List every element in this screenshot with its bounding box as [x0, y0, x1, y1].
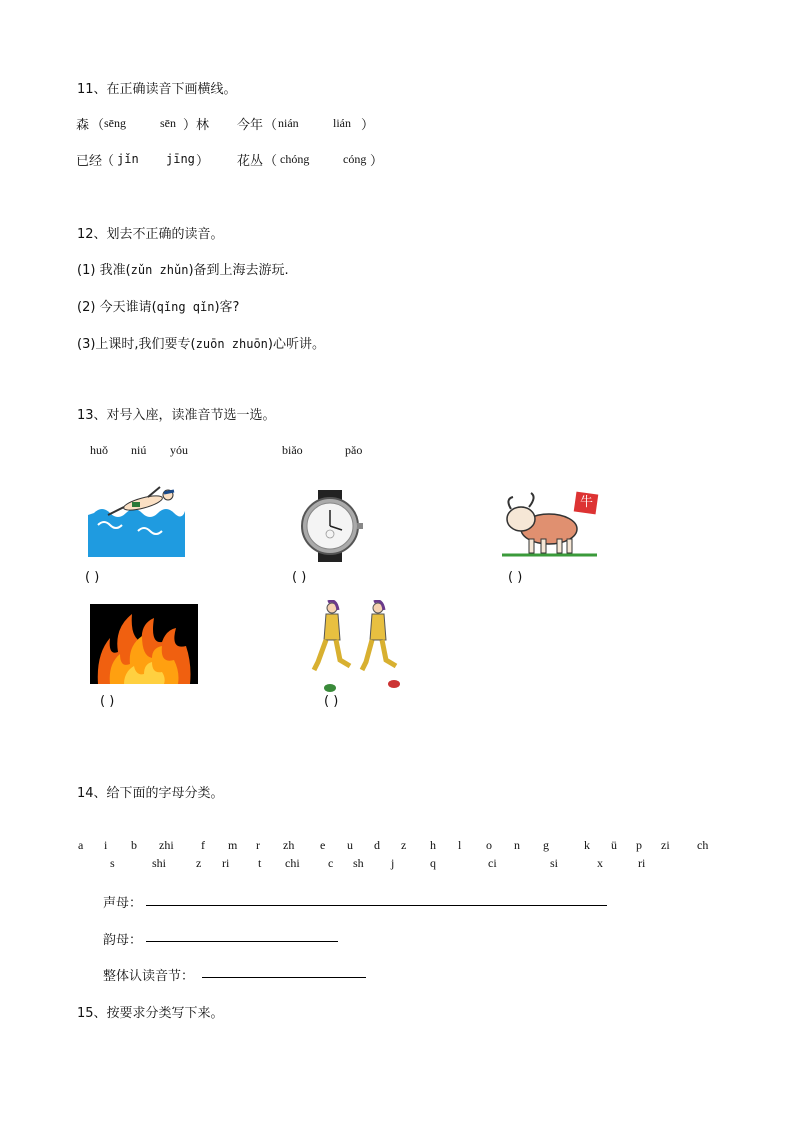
q12-item-2-pre: 今天谁请(	[99, 300, 157, 315]
q11-row1-a-word: 森	[76, 118, 90, 133]
letter-row2-5: chi	[285, 856, 300, 870]
q13-answer-blank-runners[interactable]: ( )	[324, 694, 339, 709]
q12-item-1-num: (1)	[77, 263, 96, 278]
q13-answer-blank-fire[interactable]: ( )	[100, 694, 115, 709]
q13-syllable-biao: biǎo	[282, 443, 303, 457]
letter-row2-13: ri	[638, 856, 646, 870]
letter-row2-10: ci	[488, 856, 497, 870]
q12-item-2-post: )客?	[214, 300, 240, 315]
letter-row1-18: ü	[611, 838, 617, 852]
q12-item-3-post: )心听讲。	[267, 337, 325, 352]
letter-row1-4: f	[201, 838, 205, 852]
letter-row1-9: u	[347, 838, 353, 852]
q11-row1-a-close: ）林	[183, 118, 210, 133]
letter-row2-7: sh	[353, 856, 364, 870]
q11-row2-a-open: （	[101, 154, 115, 169]
q11-row2-a-close: ）	[196, 154, 210, 169]
letter-row1-6: r	[256, 838, 260, 852]
q11-row2-b-option2[interactable]: cóng	[343, 152, 367, 166]
q11-title: 11、在正确读音下画横线。	[77, 82, 237, 97]
q11-row1-a-open: （	[91, 118, 105, 133]
letter-row1-1: i	[104, 838, 108, 852]
letter-row1-12: h	[430, 838, 436, 852]
yunmu-answer-line[interactable]	[146, 941, 338, 942]
letter-row2-1: shi	[152, 856, 167, 870]
q11-row2-b-option1[interactable]: chóng	[280, 152, 310, 166]
letter-row2-8: j	[391, 856, 395, 870]
letter-row1-20: zi	[661, 838, 670, 852]
q12-item-1-pre: 我准(	[99, 263, 131, 278]
q13-answer-blank-swimmer[interactable]: ( )	[85, 570, 100, 585]
q11-row1-b-open: （	[264, 118, 278, 133]
zhengti-label: 整体认读音节：	[103, 969, 195, 984]
q13-title: 13、对号入座，读准音节选一选。	[77, 408, 276, 423]
q12-item-3-num: (3)	[77, 337, 96, 352]
yunmu-label: 韵母：	[103, 933, 143, 948]
zhengti-answer-line[interactable]	[202, 977, 366, 978]
letter-row1-11: z	[401, 838, 407, 852]
letter-row2-12: x	[597, 856, 603, 870]
cow-badge-label: 牛	[580, 495, 594, 510]
q11-row1-b-word: 今年	[237, 118, 264, 133]
letter-row1-16: g	[543, 838, 549, 852]
letter-row1-13: l	[458, 838, 462, 852]
letter-row1-2: b	[131, 838, 137, 852]
letter-row2-0: s	[110, 856, 115, 870]
letter-row2-4: t	[258, 856, 262, 870]
letter-row1-7: zh	[283, 838, 295, 852]
q13-answer-blank-cow[interactable]: ( )	[508, 570, 523, 585]
letter-row1-14: o	[486, 838, 492, 852]
q12-item-1	[77, 259, 289, 278]
letter-row1-21: ch	[697, 838, 709, 852]
q13-syllable-huo: huǒ	[90, 443, 108, 457]
letter-row1-10: d	[374, 838, 380, 852]
letter-row1-3: zhi	[159, 838, 174, 852]
letter-row2-6: c	[328, 856, 334, 870]
letter-row1-8: e	[320, 838, 326, 852]
q11-row2-b-open: （	[264, 154, 278, 169]
swimmer-image	[88, 485, 185, 557]
fire-image	[90, 604, 198, 684]
letter-row1-19: p	[636, 838, 642, 852]
q11-row1-b-close: ）	[361, 118, 375, 133]
q13-syllable-pao: pǎo	[345, 443, 363, 457]
q11-row1-b-option2[interactable]: lián	[333, 116, 351, 130]
q15-title: 15、按要求分类写下来。	[77, 1006, 224, 1021]
letter-row2-11: si	[550, 856, 559, 870]
q12-item-2-pinyin[interactable]: qǐng qǐn	[156, 300, 215, 314]
q13-syllable-niu: niú	[131, 443, 147, 457]
q11-row2-b-close: ）	[370, 154, 384, 169]
q12-item-3-pinyin[interactable]: zuōn zhuōn	[195, 337, 268, 351]
shengmu-label: 声母：	[103, 896, 143, 911]
q14-letter-row-2	[110, 856, 770, 872]
letter-row1-15: n	[514, 838, 520, 852]
q14-letter-row-1	[78, 838, 738, 854]
q12-title: 12、划去不正确的读音。	[77, 227, 224, 242]
letter-row2-3: ri	[222, 856, 230, 870]
q12-item-1-pinyin[interactable]: zǔn zhǔn	[130, 263, 189, 277]
q12-item-1-post: )备到上海去游玩.	[188, 263, 289, 278]
q14-title: 14、给下面的字母分类。	[77, 786, 224, 801]
q11-row2-a-option1[interactable]: jǐn	[117, 152, 139, 166]
q11-row2-a-word: 已经	[76, 154, 103, 169]
letter-row2-9: q	[430, 856, 436, 870]
q11-row1-a-option2[interactable]: sēn	[160, 116, 176, 130]
shengmu-answer-line[interactable]	[146, 905, 607, 906]
letter-row1-5: m	[228, 838, 238, 852]
q12-item-2	[77, 296, 239, 315]
q13-syllable-you: yóu	[170, 443, 188, 457]
q11-row2-b-word: 花丛	[237, 154, 264, 169]
q13-answer-blank-watch[interactable]: ( )	[292, 570, 307, 585]
q11-row2-a-option2[interactable]: jīng	[166, 152, 195, 166]
letter-row1-17: k	[584, 838, 590, 852]
q12-item-3-pre: 上课时,我们要专(	[95, 337, 196, 352]
letter-row1-0: a	[78, 838, 84, 852]
q11-row1-b-option1[interactable]: nián	[278, 116, 299, 130]
watch-image	[290, 490, 370, 562]
q12-item-2-num: (2)	[77, 300, 96, 315]
q12-item-3	[77, 333, 325, 352]
letter-row2-2: z	[196, 856, 202, 870]
runners-image	[310, 600, 410, 696]
q11-row1-a-option1[interactable]: sēng	[104, 116, 126, 130]
